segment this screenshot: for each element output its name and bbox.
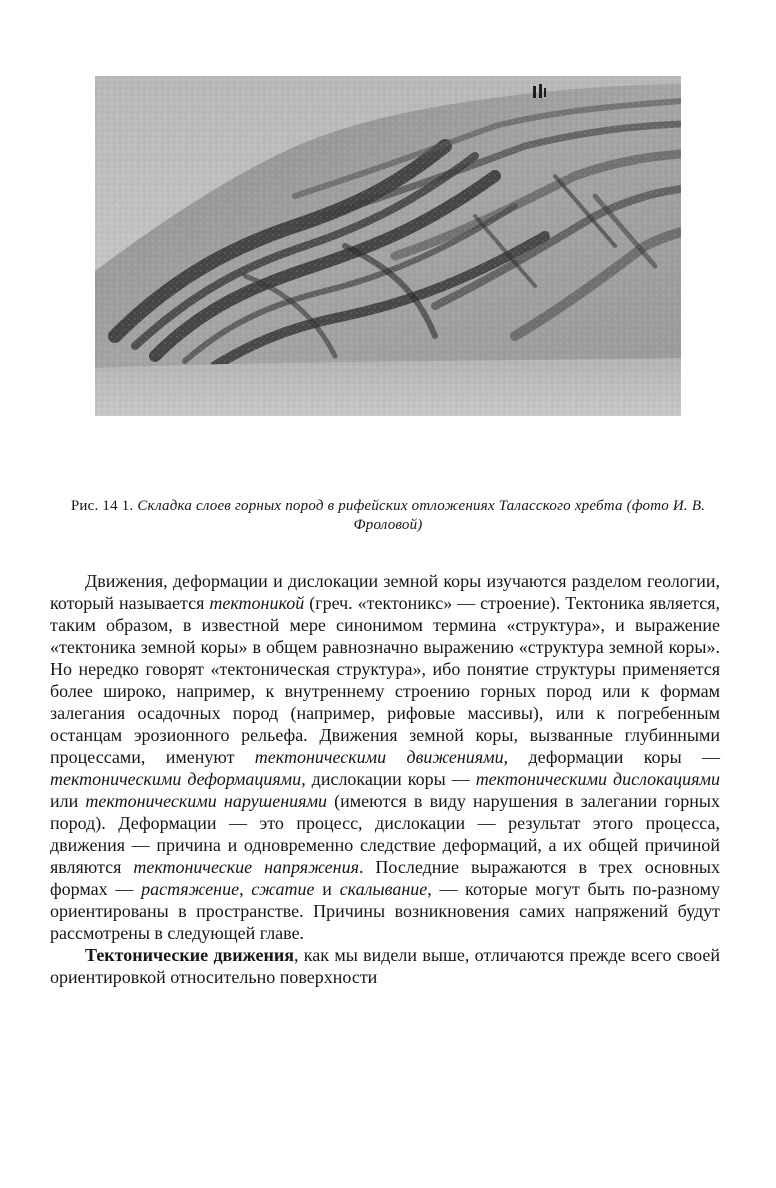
p1-run-12: . Последние выражаются в трех основных формах — bbox=[50, 857, 720, 899]
figure-number: Рис. 14 1. bbox=[70, 498, 134, 514]
p2-run-0: Тектонические движения bbox=[85, 945, 294, 965]
p1-run-11: тектонические напряжения bbox=[133, 857, 359, 877]
figure-caption bbox=[40, 497, 736, 535]
paragraph-2 bbox=[50, 944, 720, 988]
p1-run-14: и bbox=[314, 879, 340, 899]
p1-run-7: тектоническими дислокациями bbox=[475, 769, 720, 789]
p1-run-3: тектоническими движениями bbox=[254, 747, 504, 767]
paragraph-1 bbox=[50, 570, 720, 944]
figure-caption-text: Складка слоев горных пород в рифейских отложениях Таласского хребта (фото И. В. Фроловой) bbox=[137, 498, 706, 533]
rock-fold-photo bbox=[95, 76, 681, 416]
p1-run-2: (греч. «тектоникс» — строение). Тектоника является, таким образом, в известной мере синонимом термина «структура», и выражение «тектоника земной коры» в общем равнозначно выражению «структура земной коры». Но нередко говорят «тектоническая структура», ибо понятие структуры применяется более широко, например, к внутреннему строению горных пород или к формам залегания осадочных пород (например, рифовые массивы), или к погребенным останцам эрозионного рельефа. Движения земной коры, вызванные глубинными процессами, именуют bbox=[50, 593, 721, 767]
p1-run-16: , — которые могут быть по-разному ориентированы в пространстве. Причины возникновения самих напряжений будут рассмотрены в следующей главе. bbox=[50, 879, 720, 943]
p1-run-10: (имеются в виду нарушения в залегании горных пород). Деформации — это процесс, дислокации — результат этого процесса, движения — причина и одновременно следствие деформаций, а их общей причиной являются bbox=[50, 791, 720, 877]
p1-run-8: или bbox=[50, 791, 86, 811]
p1-run-4: , деформации коры — bbox=[503, 747, 720, 767]
p1-run-15: скалывание bbox=[339, 879, 428, 899]
p2-run-1: , как мы видели выше, отличаются прежде всего своей ориентировкой относительно поверхности bbox=[50, 945, 721, 987]
p1-run-9: тектоническими нарушениями bbox=[85, 791, 327, 811]
p1-run-5: тектоническими деформациями bbox=[50, 769, 302, 789]
p1-run-0: Движения, деформации и дислокации земной коры изучаются разделом геологии, который называется bbox=[50, 571, 720, 613]
p1-run-13: растяжение, сжатие bbox=[141, 879, 315, 899]
p1-run-6: , дислокации коры — bbox=[301, 769, 476, 789]
figure-photo bbox=[95, 76, 681, 416]
body-text bbox=[50, 570, 720, 988]
p1-run-1: тектоникой bbox=[209, 593, 305, 613]
